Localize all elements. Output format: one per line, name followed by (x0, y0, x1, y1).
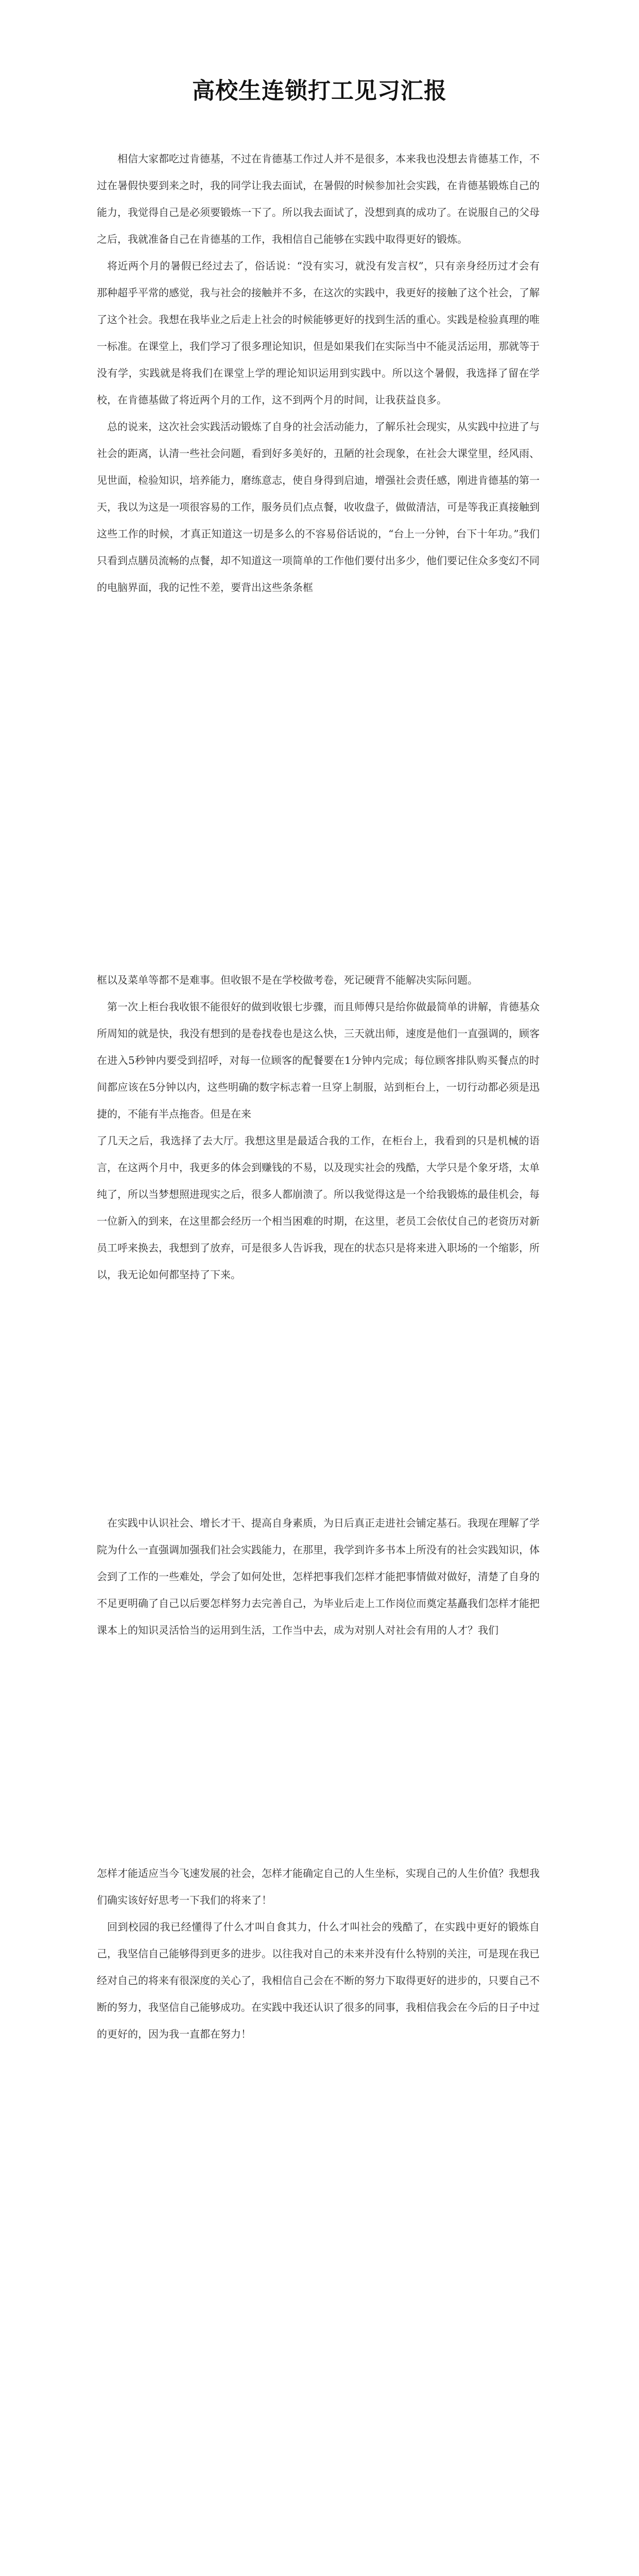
paragraph: 总的说来，这次社会实践活动锻炼了自身的社会活动能力，了解乐社会现实，从实践中拉进了与社会的距离，认清一些社会问题，看到好多美好的，丑陋的社会现象，在社会大课堂里，经风雨、见世面，检验知识，培养能力，磨练意志，使自身得到启迪，增强社会责任感，刚进肯德基的第一天，我以为这是一项很容易的工作，服务员们点点餐，收收盘子，做做清洁，可是等我正真接触到这些工作的时候，才真正知道这一切是多么的不容易俗话说的，“台上一分钟，台下十年功。”我们只看到点膳员流畅的点餐，却不知道这一项简单的工作他们要付出多少，他们要记住众多变幻不同的电脑界面，我的记性不差，要背出这些条条框 (97, 420, 540, 594)
text-block-1 (97, 145, 540, 601)
paragraph: 框以及菜单等都不是难事。但收银不是在学校做考卷，死记硬背不能解决实际问题。 (97, 974, 478, 986)
text-block-2 (97, 967, 540, 1288)
paragraph: 第一次上柜台我收银不能很好的做到收银七步骤，而且师傅只是给你做最简单的讲解，肯德基众所周知的就是快，我没有想到的是卷找卷也是这么快，三天就出师，速度是他们一直强调的，顾客在进入5秒钟内要受到招呼，对每一位顾客的配餐要在1分钟内完成；每位顾客排队购买餐点的时间都应该在5分钟以内，这些明确的数字标志着一旦穿上制服，站到柜台上，一切行动都必须是迅捷的，不能有半点拖沓。但是在来 (97, 1001, 540, 1120)
paragraph: 怎样才能适应当今飞速发展的社会，怎样才能确定自己的人生坐标，实现自己的人生价值？我想我们确实该好好思考一下我们的将来了！ (97, 1867, 540, 1906)
text-block-3 (97, 1510, 540, 1643)
paragraph: 回到校园的我已经懂得了什么才叫自食其力，什么才叫社会的残酷了，在实践中更好的锻炼自己，我坚信自己能够得到更多的进步。以往我对自己的未来并没有什么特别的关注，可是现在我已经对自己的将来有很深度的关心了，我相信自己会在不断的努力下取得更好的进步的，只要自己不断的努力，我坚信自己能够成功。在实践中我还认识了很多的同事，我相信我会在今后的日子中过的更好的，因为我一直都在努力！ (97, 1921, 540, 2040)
paragraph: 了几天之后，我选择了去大厅。我想这里是最适合我的工作，在柜台上，我看到的只是机械的语言，在这两个月中，我更多的体会到赚钱的不易，以及现实社会的残酷，大学只是个象牙塔，太单纯了，所以当梦想照进现实之后，很多人都崩溃了。所以我觉得这是一个给我锻炼的最佳机会，每一位新入的到来，在这里都会经历一个相当困难的时期，在这里，老员工会依仗自己的老资历对新员工呼来换去，我想到了放弃，可是很多人告诉我，现在的状态只是将来进入职场的一个缩影，所以，我无论如何都坚持了下来。 (97, 1134, 540, 1281)
paragraph: 将近两个月的暑假已经过去了，俗话说：“没有实习，就没有发言权”，只有亲身经历过才会有那种超乎平常的感觉，我与社会的接触并不多，在这次的实践中，我更好的接触了这个社会，了解了这个社会。我想在我毕业之后走上社会的时候能够更好的找到生活的重心。实践是检验真理的唯一标准。在课堂上，我们学习了很多理论知识，但是如果我们在实际当中不能灵活运用，那就等于没有学，实践就是将我们在课堂上学的理论知识运用到实践中。所以这个暑假，我选择了留在学校，在肯德基做了将近两个月的工作，这不到两个月的时间，让我获益良多。 (97, 260, 540, 406)
paragraph: 在实践中认识社会、增长才干、提高自身素质，为日后真正走进社会铺定基石。我现在理解了学院为什么一直强调加强我们社会实践能力，在那里，我学到许多书本上所没有的社会实践知识，体会到了工作的一些难处，学会了如何处世，怎样把事我们怎样才能把事情做对做好，清楚了自身的不足更明确了自己以后要怎样努力去完善自己，为毕业后走上工作岗位而奠定基矗我们怎样才能把课本上的知识灵活恰当的运用到生活，工作当中去，成为对别人对社会有用的人才？我们 (97, 1517, 540, 1636)
page-title: 高校生连锁打工见习汇报 (192, 78, 447, 104)
text-block-4 (97, 1860, 540, 2047)
paragraph: 相信大家都吃过肯德基，不过在肯德基工作过人并不是很多，本来我也没想去肯德基工作，不过在暑假快要到来之时，我的同学让我去面试，在暑假的时候参加社会实践，在肯德基锻炼自己的能力，我觉得自己是必须要锻炼一下了。所以我去面试了，没想到真的成功了。在说服自己的父母之后，我就准备自己在肯德基的工作，我相信自己能够在实践中取得更好的锻炼。 (97, 152, 540, 245)
